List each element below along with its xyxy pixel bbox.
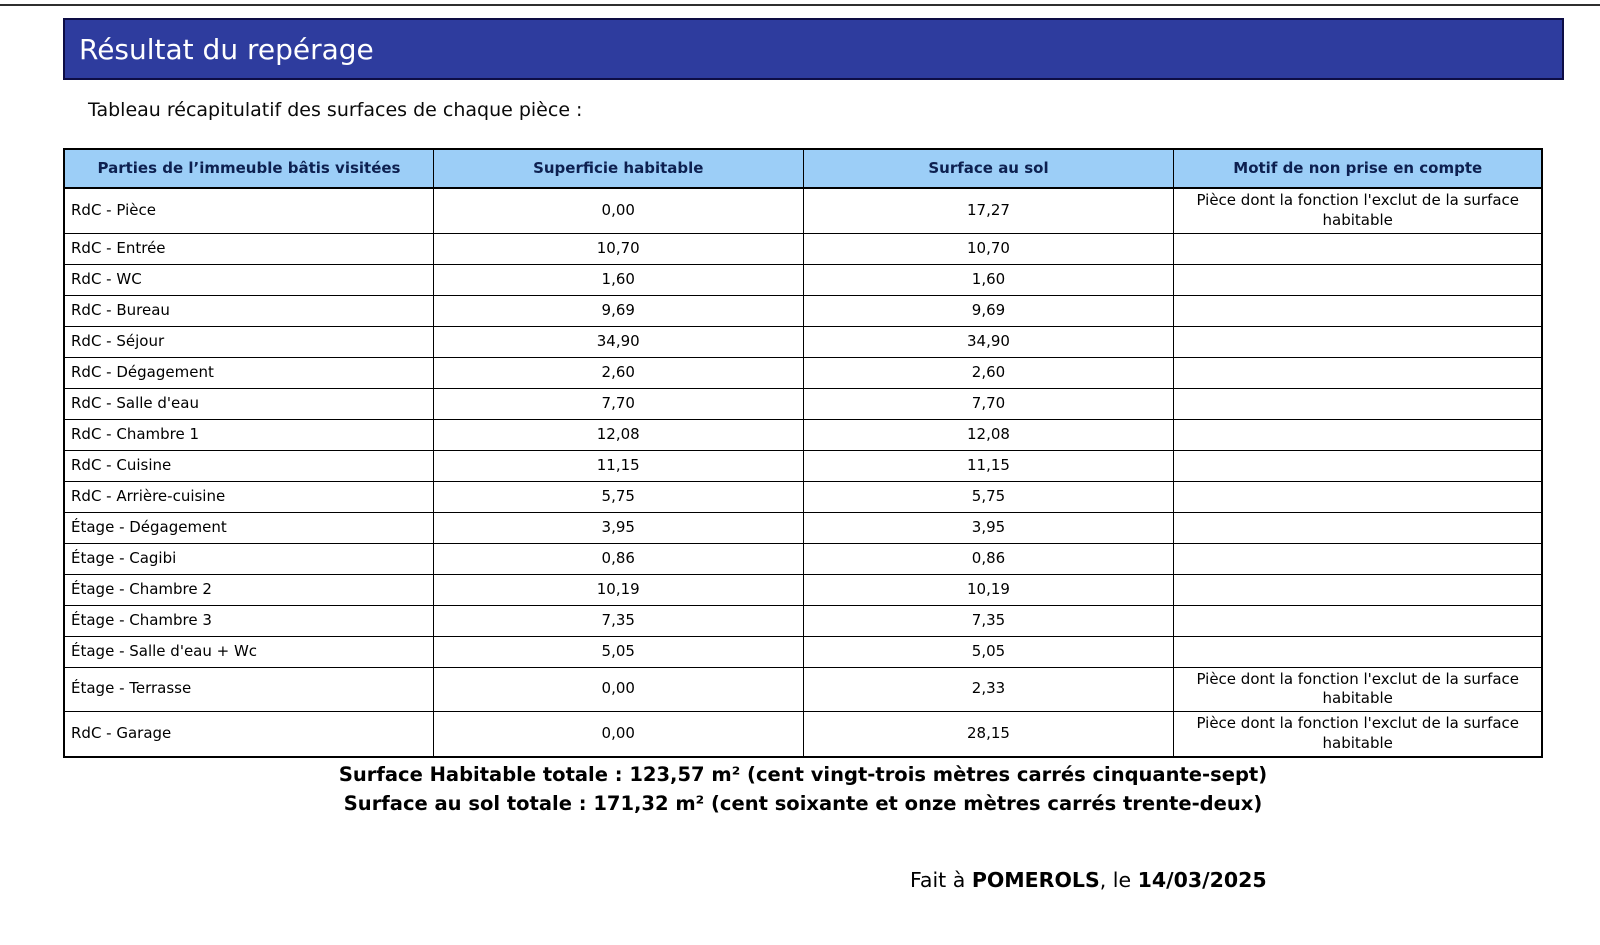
table-row: [64, 326, 1542, 357]
surface-au-sol-cell: 5,75: [803, 481, 1174, 512]
superficie-habitable-cell: 2,60: [434, 357, 804, 388]
piece-name-cell: RdC - Garage: [64, 712, 434, 757]
table-row: [64, 295, 1542, 326]
piece-name-cell: RdC - Entrée: [64, 233, 434, 264]
table-row: [64, 481, 1542, 512]
piece-name-cell: Étage - Terrasse: [64, 667, 434, 712]
motif-cell: [1174, 357, 1542, 388]
piece-name-cell: RdC - Pièce: [64, 188, 434, 233]
piece-name-cell: RdC - Arrière-cuisine: [64, 481, 434, 512]
table-row: [64, 667, 1542, 712]
surface-au-sol-cell: 0,86: [803, 543, 1174, 574]
piece-name-cell: RdC - Dégagement: [64, 357, 434, 388]
motif-cell: [1174, 264, 1542, 295]
motif-cell: [1174, 233, 1542, 264]
made-at-middle: , le: [1099, 868, 1138, 892]
superficie-habitable-cell: 0,00: [434, 667, 804, 712]
page-title: Résultat du repérage: [79, 32, 374, 66]
piece-name-cell: RdC - Bureau: [64, 295, 434, 326]
surface-au-sol-cell: 9,69: [803, 295, 1174, 326]
header-parties: Parties de l’immeuble bâtis visitées: [64, 149, 434, 188]
surface-au-sol-cell: 7,35: [803, 605, 1174, 636]
made-at-date: 14/03/2025: [1137, 868, 1267, 892]
superficie-habitable-cell: 34,90: [434, 326, 804, 357]
table-row: [64, 419, 1542, 450]
motif-cell: [1174, 450, 1542, 481]
table-row: [64, 233, 1542, 264]
superficie-habitable-cell: 0,00: [434, 712, 804, 757]
piece-name-cell: RdC - Chambre 1: [64, 419, 434, 450]
signature-line: [910, 868, 1267, 892]
surface-au-sol-cell: 28,15: [803, 712, 1174, 757]
piece-name-cell: Étage - Chambre 2: [64, 574, 434, 605]
motif-cell: [1174, 419, 1542, 450]
table-row: [64, 605, 1542, 636]
header-superficie-habitable: Superficie habitable: [434, 149, 804, 188]
header-row: [64, 149, 1542, 188]
piece-name-cell: Étage - Dégagement: [64, 512, 434, 543]
superficie-habitable-cell: 3,95: [434, 512, 804, 543]
surfaces-table: [63, 148, 1543, 758]
table-row: [64, 574, 1542, 605]
motif-cell: [1174, 605, 1542, 636]
table-row: [64, 712, 1542, 757]
surface-au-sol-cell: 11,15: [803, 450, 1174, 481]
motif-cell: [1174, 636, 1542, 667]
motif-cell: [1174, 512, 1542, 543]
header-surface-au-sol: Surface au sol: [803, 149, 1174, 188]
made-at-city: POMEROLS: [971, 868, 1100, 892]
surface-au-sol-cell: 10,70: [803, 233, 1174, 264]
superficie-habitable-cell: 7,35: [434, 605, 804, 636]
motif-cell: Pièce dont la fonction l'exclut de la surface habitable: [1174, 667, 1542, 712]
surface-au-sol-cell: 2,33: [803, 667, 1174, 712]
motif-cell: Pièce dont la fonction l'exclut de la surface habitable: [1174, 712, 1542, 757]
motif-cell: [1174, 543, 1542, 574]
superficie-habitable-cell: 5,75: [434, 481, 804, 512]
table-row: [64, 188, 1542, 233]
header-motif: Motif de non prise en compte: [1174, 149, 1542, 188]
motif-cell: [1174, 574, 1542, 605]
motif-cell: [1174, 388, 1542, 419]
superficie-habitable-cell: 10,70: [434, 233, 804, 264]
superficie-habitable-cell: 10,19: [434, 574, 804, 605]
table-caption: Tableau récapitulatif des surfaces de chaque pièce :: [88, 99, 583, 121]
superficie-habitable-cell: 12,08: [434, 419, 804, 450]
piece-name-cell: Étage - Cagibi: [64, 543, 434, 574]
surfaces-table-header: [64, 149, 1542, 188]
surface-au-sol-cell: 2,60: [803, 357, 1174, 388]
totals-block: [63, 760, 1543, 819]
surface-au-sol-cell: 10,19: [803, 574, 1174, 605]
surfaces-table-body: [64, 188, 1542, 757]
surface-au-sol-cell: 7,70: [803, 388, 1174, 419]
surface-au-sol-cell: 5,05: [803, 636, 1174, 667]
piece-name-cell: RdC - Salle d'eau: [64, 388, 434, 419]
superficie-habitable-cell: 1,60: [434, 264, 804, 295]
total-surface-habitable: Surface Habitable totale : 123,57 m² (cent vingt-trois mètres carrés cinquante-sept): [338, 763, 1268, 786]
surface-au-sol-cell: 17,27: [803, 188, 1174, 233]
surface-au-sol-cell: 12,08: [803, 419, 1174, 450]
surface-au-sol-cell: 34,90: [803, 326, 1174, 357]
motif-cell: [1174, 481, 1542, 512]
table-row: [64, 450, 1542, 481]
total-surface-au-sol: Surface au sol totale : 171,32 m² (cent soixante et onze mètres carrés trente-deux): [343, 792, 1263, 816]
section-title-bar: [63, 18, 1564, 80]
superficie-habitable-cell: 7,70: [434, 388, 804, 419]
motif-cell: [1174, 326, 1542, 357]
surface-au-sol-cell: 1,60: [803, 264, 1174, 295]
table-row: [64, 357, 1542, 388]
superficie-habitable-cell: 11,15: [434, 450, 804, 481]
table-row: [64, 636, 1542, 667]
superficie-habitable-cell: 5,05: [434, 636, 804, 667]
piece-name-cell: Étage - Chambre 3: [64, 605, 434, 636]
piece-name-cell: RdC - Cuisine: [64, 450, 434, 481]
table-row: [64, 543, 1542, 574]
table-row: [64, 388, 1542, 419]
surface-au-sol-cell: 3,95: [803, 512, 1174, 543]
made-at-prefix: Fait à: [910, 868, 972, 892]
piece-name-cell: Étage - Salle d'eau + Wc: [64, 636, 434, 667]
table-row: [64, 512, 1542, 543]
top-divider-line: [0, 4, 1600, 6]
motif-cell: [1174, 295, 1542, 326]
piece-name-cell: RdC - WC: [64, 264, 434, 295]
motif-cell: Pièce dont la fonction l'exclut de la surface habitable: [1174, 188, 1542, 233]
superficie-habitable-cell: 0,00: [434, 188, 804, 233]
superficie-habitable-cell: 9,69: [434, 295, 804, 326]
table-row: [64, 264, 1542, 295]
superficie-habitable-cell: 0,86: [434, 543, 804, 574]
piece-name-cell: RdC - Séjour: [64, 326, 434, 357]
